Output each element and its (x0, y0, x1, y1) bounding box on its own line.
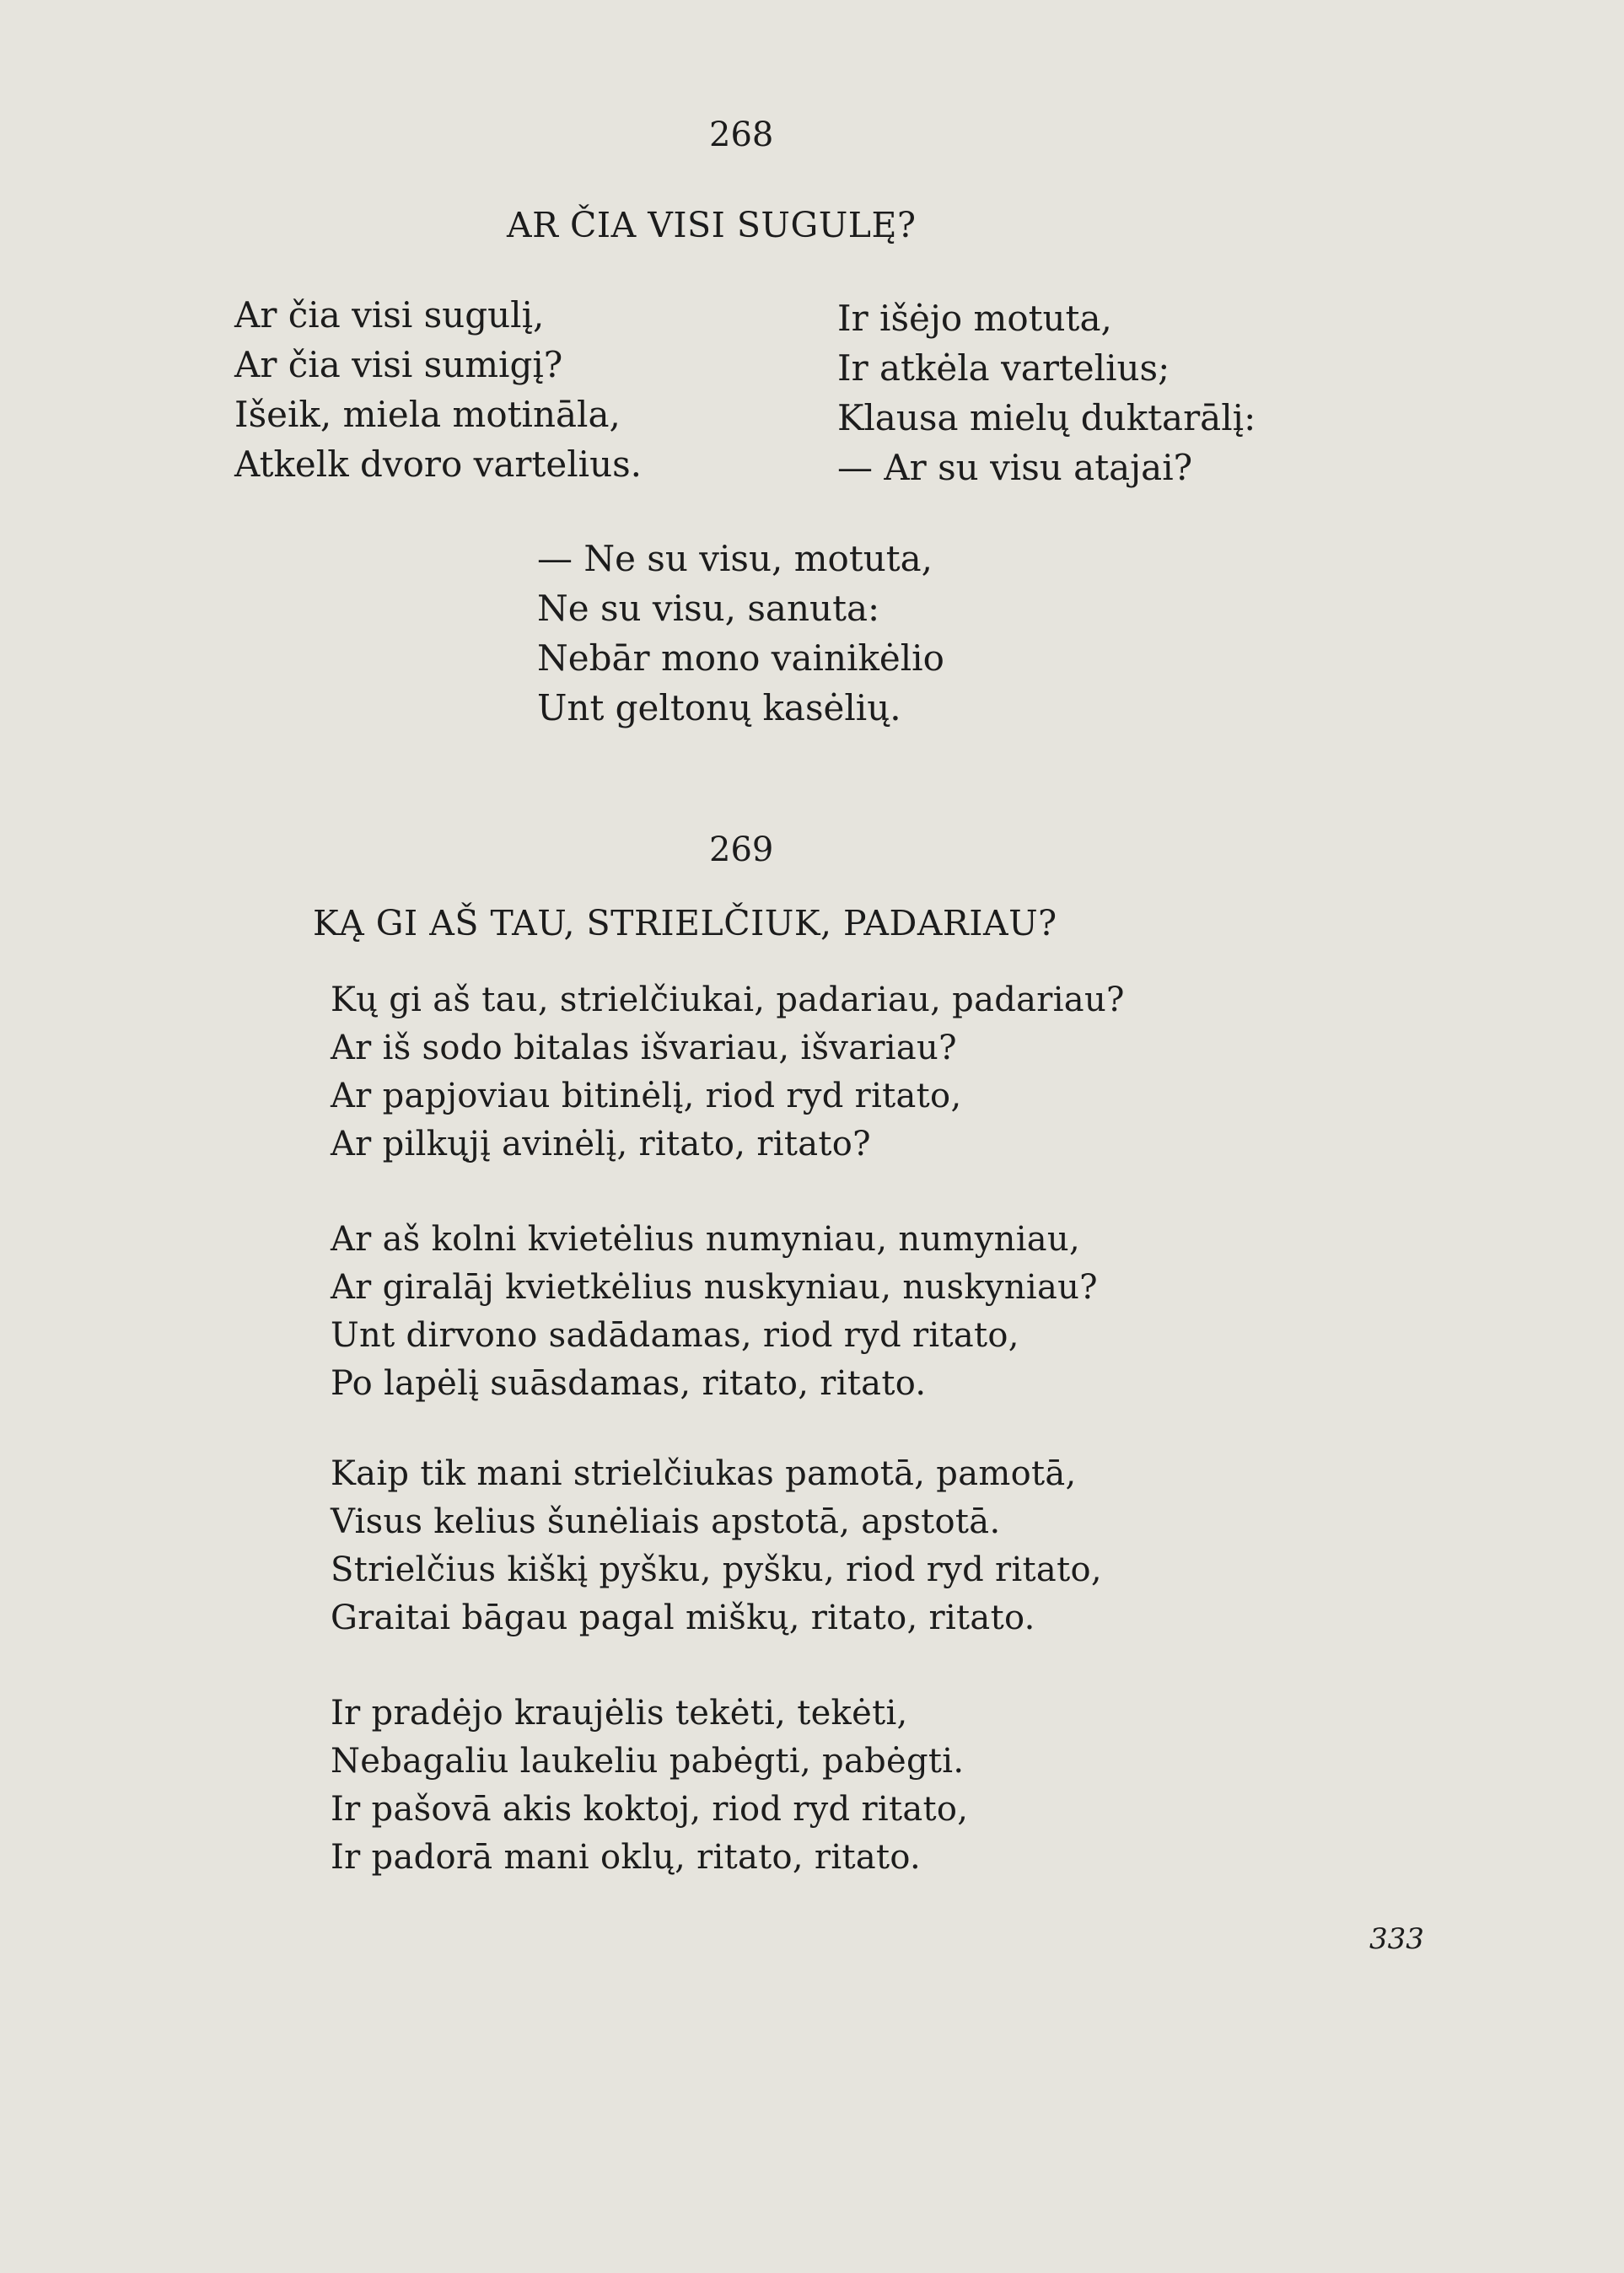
verse-line: Ar čia visi sugulį, (234, 294, 545, 336)
verse-line: Ar giralāj kvietkėlius nuskyniau, nuskyniau? (331, 1268, 1098, 1307)
stanza-269-4 (331, 1690, 968, 1882)
verse-line: Kų gi aš tau, strielčiukai, padariau, padariau? (331, 981, 1125, 1019)
verse-line: Ir pradėjo kraujėlis tekėti, tekėti, (331, 1694, 908, 1733)
poem-title-269: KĄ GI AŠ TAU, STRIELČIUK, PADARIAU? (313, 903, 1057, 943)
verse-line: Ar pilkųjį avinėlį, ritato, ritato? (331, 1125, 871, 1163)
verse-line: Ar iš sodo bitalas išvariau, išvariau? (331, 1029, 957, 1067)
verse-line: Visus kelius šunėliais apstotā, apstotā. (331, 1502, 1001, 1541)
verse-line: Ir atkėla vartelius; (837, 347, 1170, 389)
verse-line: Ne su visu, sanuta: (537, 588, 880, 629)
verse-line: Išeik, miela motināla, (234, 394, 621, 435)
verse-line: Ir pašovā akis koktoj, riod ryd ritato, (331, 1790, 969, 1829)
stanza-left-268 (234, 290, 642, 489)
verse-line: — Ne su visu, motuta, (537, 538, 933, 579)
poem-number-268: 268 (709, 116, 774, 154)
verse-line: Graitai bāgau pagal miškų, ritato, ritato. (331, 1599, 1035, 1637)
verse-line: Ar čia visi sumigį? (234, 344, 563, 385)
poem-number-269: 269 (709, 830, 774, 869)
stanza-right-268 (837, 293, 1256, 492)
verse-line: Ar papjoviau bitinėlį, riod ryd ritato, (331, 1077, 962, 1115)
verse-line: Nebagaliu laukeliu pabėgti, pabėgti. (331, 1742, 965, 1781)
verse-line: Ir išėjo motuta, (837, 298, 1112, 339)
verse-line: Ar aš kolni kvietėlius numyniau, numyniau, (331, 1220, 1081, 1259)
page-number: 333 (1369, 1922, 1424, 1956)
verse-line: Strielčius kiškį pyšku, pyšku, riod ryd ritato, (331, 1550, 1102, 1589)
stanza-269-2 (331, 1216, 1098, 1408)
verse-line: Po lapėlį suāsdamas, ritato, ritato. (331, 1364, 927, 1403)
verse-line: — Ar su visu atajai? (837, 447, 1193, 488)
verse-line: Ir padorā mani oklų, ritato, ritato. (331, 1838, 922, 1877)
verse-line: Klausa mielų duktarālį: (837, 397, 1256, 438)
poem-title-268: AR ČIA VISI SUGULĘ? (507, 205, 917, 245)
stanza-269-1 (331, 976, 1125, 1169)
verse-line: Unt geltonų kasėlių. (537, 687, 901, 728)
verse-line: Atkelk dvoro vartelius. (234, 443, 643, 485)
verse-line: Kaip tik mani strielčiukas pamotā, pamotā, (331, 1454, 1077, 1493)
verse-line: Unt dirvono sadādamas, riod ryd ritato, (331, 1316, 1019, 1355)
stanza-center-268 (537, 534, 944, 733)
verse-line: Nebār mono vainikėlio (537, 637, 944, 679)
stanza-269-3 (331, 1450, 1102, 1642)
